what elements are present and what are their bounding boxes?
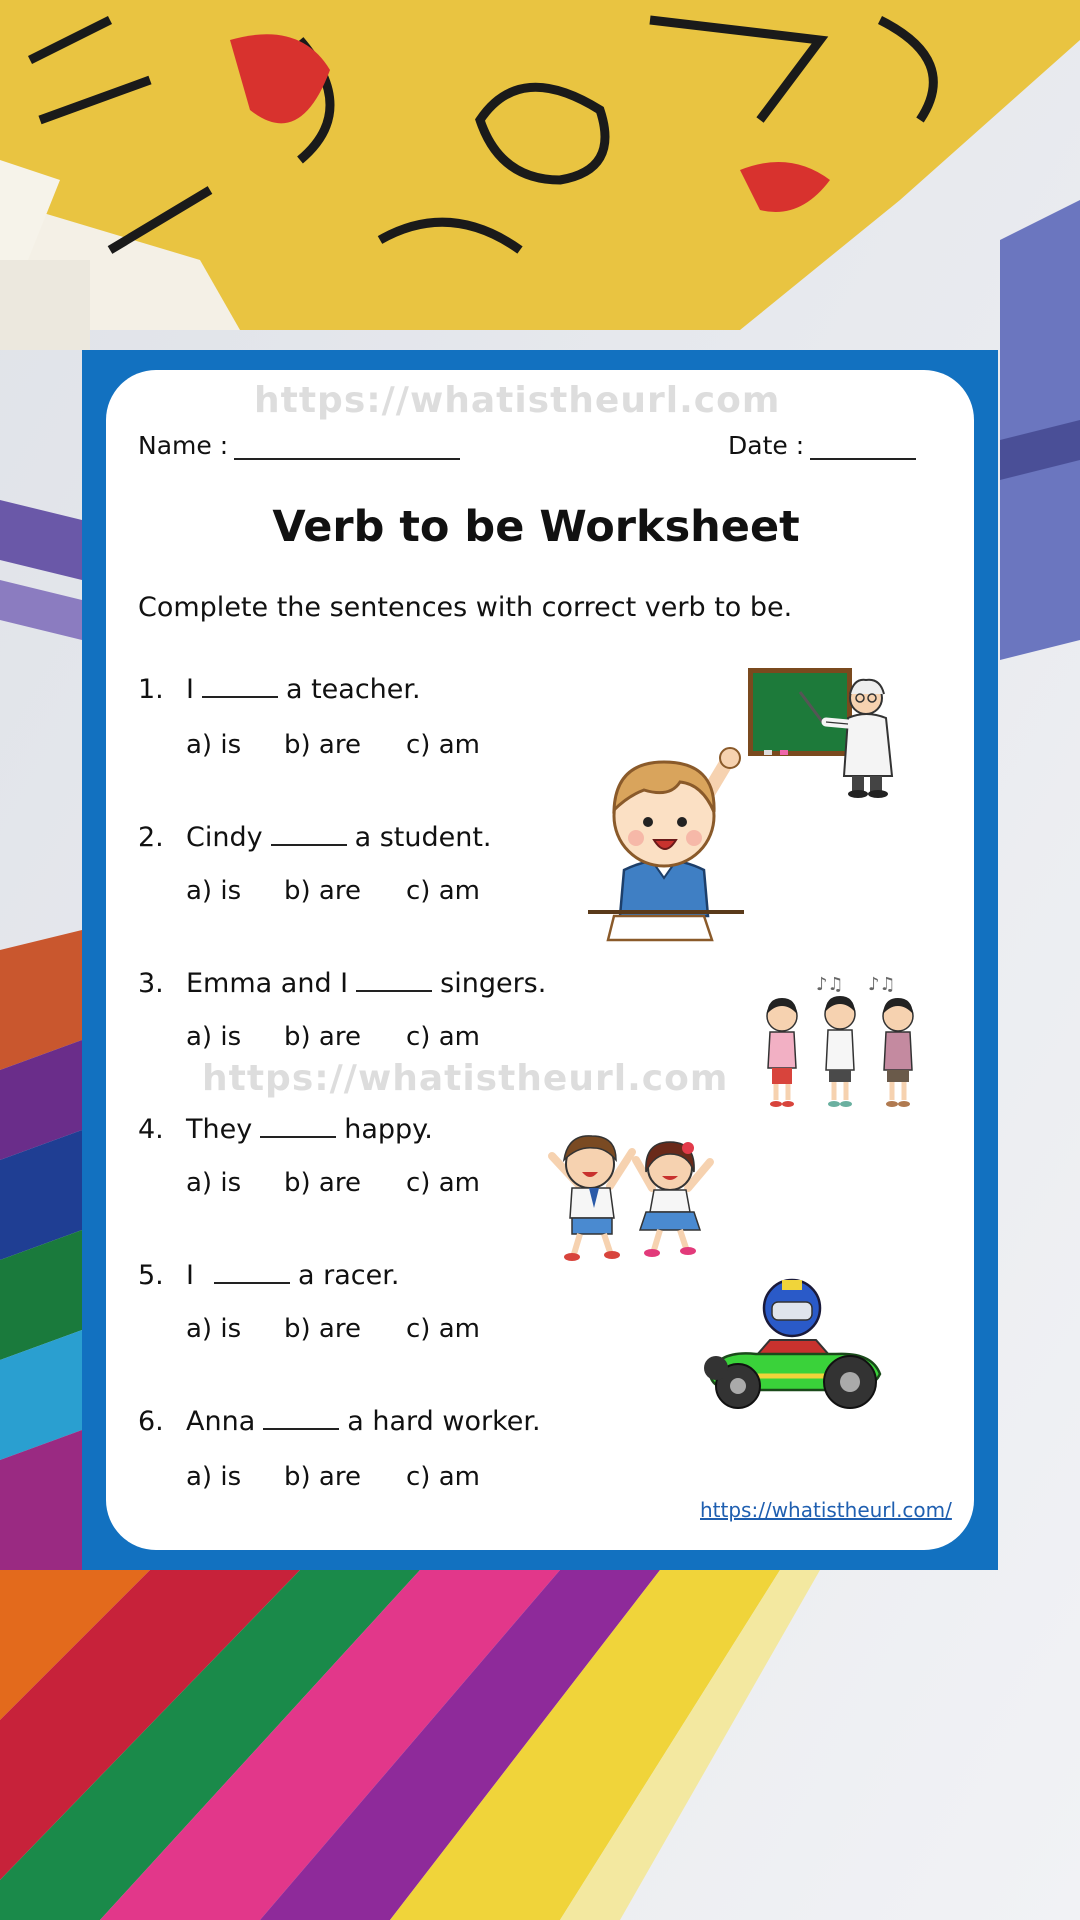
option-c: c) am	[406, 1022, 480, 1052]
svg-text:♪♫: ♪♫	[868, 974, 896, 995]
option-c: c) am	[406, 1462, 480, 1492]
watermark-middle: https://whatistheurl.com	[202, 1058, 729, 1099]
date-blank	[810, 428, 916, 460]
student-raising-hand-illustration	[584, 740, 748, 950]
answer-blank	[271, 820, 347, 846]
question-5: 5. I a racer.	[138, 1260, 400, 1291]
happy-kids-illustration	[544, 1126, 720, 1264]
options-1	[186, 730, 480, 760]
option-a: a) is	[186, 876, 242, 906]
option-b: b) are	[284, 1462, 361, 1492]
option-a: a) is	[186, 730, 242, 760]
watermark-top: https://whatistheurl.com	[254, 380, 781, 421]
options-6	[186, 1462, 480, 1492]
date-label: Date :	[728, 431, 805, 460]
question-3: 3. Emma and I singers.	[138, 968, 547, 999]
option-c: c) am	[406, 1168, 480, 1198]
answer-blank	[263, 1404, 339, 1430]
question-4: 4. They happy.	[138, 1114, 433, 1145]
instructions: Complete the sentences with correct verb to be.	[138, 592, 793, 623]
question-2: 2. Cindy a student.	[138, 822, 492, 853]
question-6: 6. Anna a hard worker.	[138, 1406, 541, 1437]
teacher-illustration	[744, 664, 914, 800]
option-a: a) is	[186, 1462, 242, 1492]
option-c: c) am	[406, 876, 480, 906]
worksheet-title: Verb to be Worksheet	[272, 502, 800, 552]
option-b: b) are	[284, 1022, 361, 1052]
footer-link[interactable]: https://whatistheurl.com/	[700, 1498, 952, 1522]
answer-blank	[202, 672, 278, 698]
answer-blank	[260, 1112, 336, 1138]
option-b: b) are	[284, 876, 361, 906]
option-b: b) are	[284, 1314, 361, 1344]
option-a: a) is	[186, 1022, 242, 1052]
options-2	[186, 876, 480, 906]
option-b: b) are	[284, 1168, 361, 1198]
name-blank	[234, 428, 460, 460]
question-1: 1. I a teacher.	[138, 674, 421, 705]
option-a: a) is	[186, 1314, 242, 1344]
option-b: b) are	[284, 730, 361, 760]
racer-car-illustration	[696, 1276, 890, 1420]
name-label: Name :	[138, 431, 229, 460]
option-a: a) is	[186, 1168, 242, 1198]
date-field	[728, 428, 916, 460]
options-5	[186, 1314, 480, 1344]
name-field	[138, 428, 460, 460]
options-3	[186, 1022, 480, 1052]
option-c: c) am	[406, 730, 480, 760]
svg-text:♪♫: ♪♫	[816, 974, 844, 995]
singers-illustration	[756, 968, 920, 1112]
option-c: c) am	[406, 1314, 480, 1344]
answer-blank	[214, 1258, 290, 1284]
answer-blank	[356, 966, 432, 992]
options-4	[186, 1168, 480, 1198]
